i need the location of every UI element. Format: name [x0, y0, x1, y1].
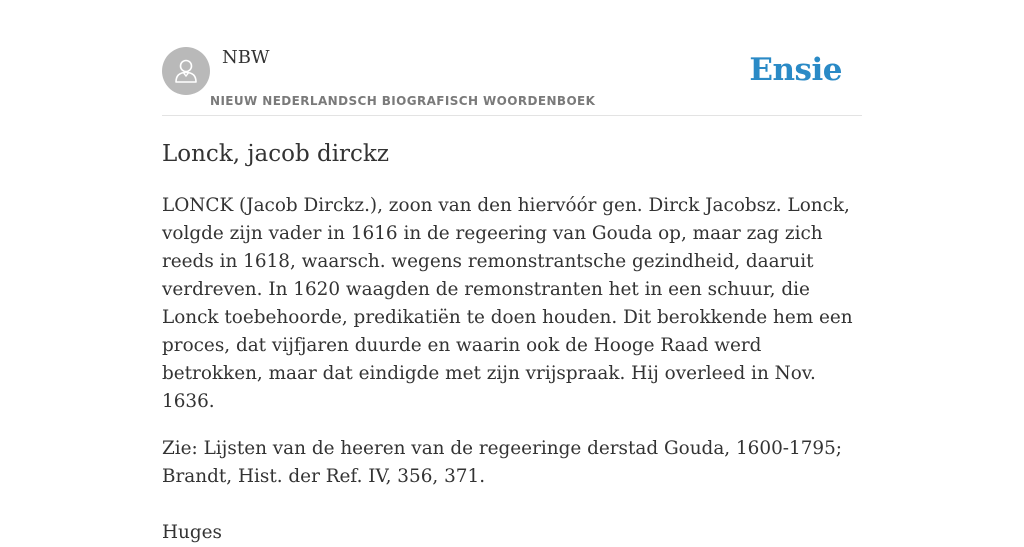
article-title: Lonck, jacob dirckz — [162, 141, 389, 167]
brand-logo[interactable]: Ensie — [749, 52, 842, 88]
article-author: Huges — [162, 522, 222, 543]
source-header — [162, 40, 862, 116]
user-icon — [171, 56, 201, 86]
article — [162, 138, 862, 547]
source-full-name: NIEUW NEDERLANDSCH BIOGRAFISCH WOORDENBOEK — [210, 94, 596, 108]
article-references: Zie: Lijsten van de heeren van de regeeringe derstad Gouda, 1600-1795; Brandt, Hist. der Ref. IV, 356, 371. — [162, 438, 842, 487]
source-name[interactable]: NBW — [222, 47, 270, 68]
avatar[interactable] — [162, 47, 210, 95]
article-paragraph: LONCK (Jacob Dirckz.), zoon van den hiervóór gen. Dirck Jacobsz. Lonck, volgde zijn vader in 1616 in de regeering van Gouda op, maar zag zich reeds in 1618, waarsch. wegens remonstrantsche gezindheid, daaruit verdreven. In 1620 waagden de remonstranten het in een schuur, die Lonck toebehoorde, predikatiën te doen houden. Dit berokkende hem een proces, dat vijfjaren duurde en waarin ook de Hooge Raad werd betrokken, maar dat eindigde met zijn vrijspraak. Hij overleed in Nov. 1636. — [162, 195, 853, 412]
